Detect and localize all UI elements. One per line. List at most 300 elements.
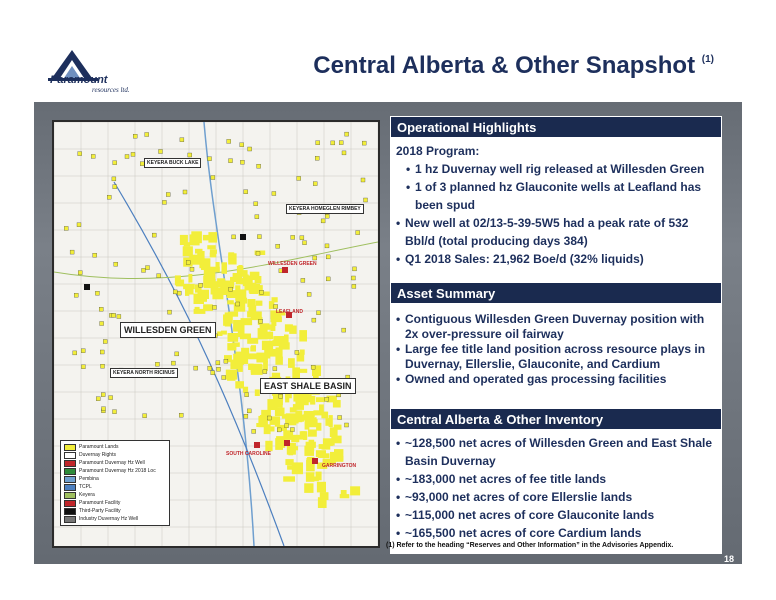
land-parcel bbox=[304, 483, 313, 493]
map-label-willesden-green-town: WILLESDEN GREEN bbox=[268, 261, 317, 267]
land-parcel bbox=[78, 152, 82, 156]
facility-marker bbox=[84, 284, 90, 290]
land-parcel bbox=[233, 273, 238, 282]
bullet-marker: • bbox=[396, 252, 401, 266]
land-parcel bbox=[245, 393, 249, 397]
bullet-marker: • bbox=[396, 342, 401, 356]
land-parcel bbox=[285, 424, 289, 428]
land-parcel bbox=[319, 444, 329, 449]
land-parcel bbox=[267, 416, 271, 420]
bullet-marker: • bbox=[396, 526, 401, 540]
land-parcel bbox=[173, 290, 177, 294]
land-parcel bbox=[210, 253, 217, 258]
page-number: 18 bbox=[724, 554, 735, 564]
legend-item bbox=[64, 483, 166, 491]
land-parcel bbox=[251, 314, 259, 320]
land-parcel bbox=[257, 235, 261, 239]
land-parcel bbox=[227, 300, 234, 304]
list-item-text: ~183,000 net acres of fee title lands bbox=[405, 472, 607, 486]
land-parcel bbox=[103, 340, 107, 344]
list-item bbox=[396, 524, 716, 542]
list-item-text: ~165,500 net acres of core Cardium lands bbox=[405, 526, 642, 540]
land-parcel bbox=[248, 353, 259, 359]
title-footnote-marker: (1) bbox=[701, 54, 714, 65]
land-parcel bbox=[78, 271, 82, 275]
land-parcel bbox=[295, 411, 302, 423]
land-parcel bbox=[279, 394, 283, 398]
land-parcel bbox=[112, 177, 116, 181]
facility-marker bbox=[240, 234, 246, 240]
land-parcel bbox=[318, 497, 327, 508]
land-parcel bbox=[171, 361, 175, 365]
list-item-text: 1 hz Duvernay well rig released at Willesden Green bbox=[415, 162, 705, 176]
land-parcel bbox=[238, 325, 245, 337]
land-parcel bbox=[241, 348, 249, 359]
land-parcel bbox=[309, 440, 315, 452]
legend-swatch bbox=[64, 476, 76, 483]
legend-swatch bbox=[64, 516, 76, 523]
info-panel bbox=[390, 116, 722, 554]
land-parcel bbox=[240, 160, 244, 164]
asset-summary-body bbox=[390, 304, 722, 408]
land-parcel bbox=[306, 472, 315, 482]
land-parcel bbox=[211, 286, 218, 294]
land-parcel bbox=[345, 132, 349, 136]
operational-highlights-heading: Operational Highlights bbox=[390, 116, 722, 138]
legend-swatch bbox=[64, 460, 76, 467]
list-item bbox=[396, 506, 716, 524]
legend-swatch bbox=[64, 452, 76, 459]
legend-label: Keyera bbox=[79, 492, 95, 498]
land-parcel bbox=[275, 418, 280, 427]
land-parcel bbox=[262, 341, 273, 350]
land-parcel bbox=[244, 190, 248, 194]
land-parcel bbox=[207, 245, 215, 249]
land-parcel bbox=[235, 381, 244, 388]
land-parcel bbox=[252, 429, 256, 433]
land-parcel bbox=[298, 369, 308, 373]
legend-item bbox=[64, 475, 166, 483]
inventory-body bbox=[390, 430, 722, 554]
land-parcel bbox=[222, 262, 228, 274]
bullet-marker: • bbox=[396, 436, 401, 450]
land-parcel bbox=[303, 414, 314, 421]
land-parcel bbox=[175, 352, 179, 356]
land-parcel bbox=[297, 176, 301, 180]
land-parcel bbox=[272, 192, 276, 196]
land-parcel bbox=[227, 139, 231, 143]
legend-label: Paramount Facility bbox=[79, 500, 121, 506]
land-parcel bbox=[329, 415, 333, 427]
legend-item bbox=[64, 459, 166, 467]
land-parcel bbox=[331, 141, 335, 145]
land-parcel bbox=[113, 161, 117, 165]
land-parcel bbox=[352, 284, 356, 288]
land-parcel bbox=[311, 365, 315, 369]
land-parcel bbox=[361, 178, 365, 182]
bullet-marker: • bbox=[396, 312, 401, 326]
list-item bbox=[396, 488, 716, 506]
map-label-east-shale-basin: EAST SHALE BASIN bbox=[260, 378, 356, 394]
land-parcel bbox=[303, 397, 309, 406]
land-parcel bbox=[284, 335, 289, 345]
legend-swatch bbox=[64, 444, 76, 451]
legend-item bbox=[64, 515, 166, 523]
land-parcel bbox=[73, 351, 77, 355]
land-parcel bbox=[330, 427, 338, 437]
land-parcel bbox=[211, 176, 215, 180]
land-parcel bbox=[143, 414, 147, 418]
bullet-marker: • bbox=[396, 372, 401, 386]
land-parcel bbox=[179, 413, 183, 417]
logo-subtitle: resources ltd. bbox=[92, 86, 130, 94]
land-parcel bbox=[350, 486, 360, 495]
land-parcel bbox=[180, 138, 184, 142]
land-parcel bbox=[152, 233, 156, 237]
land-parcel bbox=[325, 397, 329, 401]
land-parcel bbox=[100, 350, 104, 354]
land-parcel bbox=[342, 328, 346, 332]
land-parcel bbox=[267, 332, 273, 340]
page-title bbox=[154, 52, 714, 80]
land-parcel bbox=[77, 223, 81, 227]
land-parcel bbox=[100, 322, 104, 326]
land-parcel bbox=[107, 195, 111, 199]
land-parcel bbox=[299, 330, 307, 341]
land-parcel bbox=[339, 141, 343, 145]
legend-swatch bbox=[64, 492, 76, 499]
land-parcel bbox=[236, 302, 240, 306]
land-parcel bbox=[356, 231, 360, 235]
land-parcel bbox=[342, 151, 346, 155]
land-parcel bbox=[197, 251, 204, 262]
land-parcel bbox=[186, 260, 190, 264]
land-parcel bbox=[224, 359, 228, 363]
land-parcel bbox=[301, 278, 305, 282]
bullet-marker: • bbox=[396, 490, 401, 504]
legend-swatch bbox=[64, 500, 76, 507]
land-parcel bbox=[213, 305, 217, 309]
land-parcel bbox=[335, 451, 343, 458]
list-item bbox=[396, 214, 716, 250]
land-parcel bbox=[217, 331, 222, 336]
land-parcel bbox=[237, 271, 242, 281]
land-parcel bbox=[204, 270, 216, 282]
bullet-marker: • bbox=[396, 508, 401, 522]
land-parcel bbox=[194, 366, 198, 370]
land-parcel bbox=[247, 299, 255, 307]
land-parcel bbox=[228, 252, 234, 260]
land-parcel bbox=[95, 291, 99, 295]
map-label-keyera-buck-lake: KEYERA BUCK LAKE bbox=[144, 158, 201, 168]
legend-label: TCPL bbox=[79, 484, 92, 490]
land-parcel bbox=[203, 235, 212, 241]
map-label-willesden-green-area: WILLESDEN GREEN bbox=[120, 322, 216, 338]
land-parcel bbox=[255, 215, 259, 219]
land-parcel bbox=[142, 268, 146, 272]
land-parcel bbox=[315, 156, 319, 160]
logo-name: Paramount bbox=[50, 74, 108, 86]
land-parcel bbox=[176, 280, 184, 287]
land-parcel bbox=[292, 462, 303, 474]
land-parcel bbox=[364, 198, 368, 202]
map-label-leafland: LEAFLAND bbox=[276, 309, 303, 315]
land-parcel bbox=[101, 393, 105, 397]
land-parcel bbox=[345, 423, 349, 427]
land-parcel bbox=[316, 397, 325, 402]
land-parcel bbox=[70, 250, 74, 254]
land-parcel bbox=[247, 409, 251, 413]
facility-marker bbox=[312, 458, 318, 464]
list-item bbox=[396, 470, 716, 488]
land-parcel bbox=[260, 290, 264, 294]
land-parcel bbox=[326, 255, 330, 259]
land-parcel bbox=[238, 265, 242, 271]
list-item bbox=[396, 434, 716, 470]
land-parcel bbox=[256, 301, 263, 306]
land-parcel bbox=[146, 266, 150, 270]
land-parcel bbox=[316, 472, 322, 481]
legend-item bbox=[64, 443, 166, 451]
list-item bbox=[396, 342, 716, 372]
land-parcel bbox=[316, 141, 320, 145]
land-parcel bbox=[193, 238, 201, 242]
land-parcel bbox=[277, 428, 281, 432]
inventory-heading: Central Alberta & Other Inventory bbox=[390, 408, 722, 430]
land-parcel bbox=[259, 319, 263, 323]
land-parcel bbox=[198, 290, 210, 299]
asset-map bbox=[52, 120, 380, 548]
land-parcel bbox=[251, 365, 263, 375]
land-parcel bbox=[244, 283, 256, 291]
legend-label: Paramount Duvernay Hz Well bbox=[79, 460, 145, 466]
program-label: 2018 Program: bbox=[396, 144, 480, 158]
land-parcel bbox=[248, 147, 252, 151]
land-parcel bbox=[308, 430, 317, 437]
asset-summary-heading: Asset Summary bbox=[390, 282, 722, 304]
land-parcel bbox=[295, 350, 299, 354]
list-item-text: Contiguous Willesden Green Duvernay position with 2x over-pressure oil fairway bbox=[405, 312, 705, 341]
land-parcel bbox=[264, 426, 274, 431]
land-parcel bbox=[228, 333, 239, 342]
list-item bbox=[396, 372, 716, 387]
land-parcel bbox=[255, 276, 262, 284]
land-parcel bbox=[244, 414, 248, 418]
land-parcel bbox=[223, 316, 230, 326]
land-parcel bbox=[195, 307, 200, 312]
land-parcel bbox=[256, 252, 260, 256]
land-parcel bbox=[203, 304, 213, 311]
land-parcel bbox=[112, 313, 116, 317]
map-label-keyera-homeglen: KEYERA HOMEGLEN RIMBEY bbox=[286, 204, 364, 214]
land-parcel bbox=[263, 323, 270, 328]
land-parcel bbox=[131, 152, 135, 156]
land-parcel bbox=[275, 438, 283, 450]
land-parcel bbox=[109, 396, 113, 400]
slide-header bbox=[34, 36, 742, 102]
land-parcel bbox=[226, 370, 237, 380]
land-parcel bbox=[257, 164, 261, 168]
land-parcel bbox=[101, 364, 105, 368]
list-item bbox=[396, 160, 716, 178]
land-parcel bbox=[180, 235, 188, 245]
land-parcel bbox=[290, 428, 294, 432]
legend-item bbox=[64, 499, 166, 507]
legend-swatch bbox=[64, 508, 76, 515]
land-parcel bbox=[114, 262, 118, 266]
map-label-garrington: GARRINGTON bbox=[322, 463, 357, 469]
land-parcel bbox=[217, 278, 225, 287]
land-parcel bbox=[293, 446, 299, 450]
land-parcel bbox=[145, 133, 149, 137]
land-parcel bbox=[282, 414, 292, 419]
footnote: (1) Refer to the heading “Reserves and Other Information” in the Advisories Appendix. bbox=[386, 542, 674, 549]
list-item-text: New well at 02/13-5-39-5W5 had a peak rate of 532 Bbl/d (total producing days 384) bbox=[405, 216, 689, 248]
land-parcel bbox=[117, 315, 121, 319]
land-parcel bbox=[317, 482, 326, 493]
legend-item bbox=[64, 491, 166, 499]
land-parcel bbox=[353, 267, 357, 271]
land-parcel bbox=[269, 349, 277, 357]
land-parcel bbox=[271, 317, 282, 323]
map-legend bbox=[60, 440, 170, 526]
land-parcel bbox=[340, 494, 350, 498]
land-parcel bbox=[157, 274, 161, 278]
list-item-text: Owned and operated gas processing facilities bbox=[405, 372, 667, 386]
list-item bbox=[396, 312, 716, 342]
land-parcel bbox=[183, 190, 187, 194]
land-parcel bbox=[247, 338, 258, 344]
operational-highlights-body bbox=[390, 138, 722, 282]
land-parcel bbox=[113, 410, 117, 414]
land-parcel bbox=[288, 358, 295, 368]
legend-item bbox=[64, 467, 166, 475]
land-parcel bbox=[159, 150, 163, 154]
land-parcel bbox=[351, 276, 355, 280]
legend-label: Duvernay Rights bbox=[79, 452, 116, 458]
land-parcel bbox=[272, 297, 278, 302]
land-parcel bbox=[177, 291, 181, 295]
land-parcel bbox=[188, 153, 192, 157]
legend-item bbox=[64, 507, 166, 515]
land-parcel bbox=[113, 185, 117, 189]
land-parcel bbox=[166, 193, 170, 197]
land-parcel bbox=[188, 274, 192, 283]
land-parcel bbox=[283, 476, 295, 481]
legend-swatch bbox=[64, 484, 76, 491]
land-parcel bbox=[162, 200, 166, 204]
land-parcel bbox=[81, 365, 85, 369]
land-parcel bbox=[362, 141, 366, 145]
land-parcel bbox=[254, 202, 258, 206]
land-parcel bbox=[276, 244, 280, 248]
land-parcel bbox=[216, 262, 220, 272]
map-label-south-caroline: SOUTH CAROLINE bbox=[226, 451, 271, 457]
land-parcel bbox=[216, 361, 220, 365]
land-parcel bbox=[125, 155, 129, 159]
facility-marker bbox=[284, 440, 290, 446]
bullet-marker: • bbox=[406, 162, 411, 176]
land-parcel bbox=[222, 376, 226, 380]
land-parcel bbox=[325, 244, 329, 248]
list-item-text: ~93,000 net acres of core Ellerslie lands bbox=[405, 490, 633, 504]
land-parcel bbox=[91, 154, 95, 158]
bullet-marker: • bbox=[396, 472, 401, 486]
list-item-text: Q1 2018 Sales: 21,962 Boe/d (32% liquids) bbox=[405, 252, 644, 266]
land-parcel bbox=[251, 345, 256, 351]
land-parcel bbox=[168, 310, 172, 314]
land-parcel bbox=[271, 325, 276, 332]
list-item-text: ~115,000 net acres of core Glauconite lands bbox=[405, 508, 655, 522]
land-parcel bbox=[319, 404, 324, 412]
land-parcel bbox=[274, 397, 283, 408]
land-parcel bbox=[307, 292, 311, 296]
land-parcel bbox=[243, 387, 248, 393]
land-parcel bbox=[74, 293, 78, 297]
land-parcel bbox=[275, 357, 283, 365]
land-parcel bbox=[64, 226, 68, 230]
land-parcel bbox=[303, 241, 307, 245]
bullet-marker: • bbox=[396, 216, 401, 230]
land-parcel bbox=[208, 366, 212, 370]
land-parcel bbox=[232, 235, 236, 239]
land-parcel bbox=[155, 362, 159, 366]
page-title-text: Central Alberta & Other Snapshot bbox=[313, 52, 696, 79]
land-parcel bbox=[313, 182, 317, 186]
land-parcel bbox=[211, 371, 215, 375]
legend-item bbox=[64, 451, 166, 459]
land-parcel bbox=[185, 288, 189, 296]
legend-label: Paramount Lands bbox=[79, 444, 119, 450]
land-parcel bbox=[312, 318, 316, 322]
land-parcel bbox=[183, 284, 195, 289]
land-parcel bbox=[256, 423, 267, 427]
land-parcel bbox=[291, 435, 299, 442]
land-parcel bbox=[303, 434, 307, 440]
land-parcel bbox=[99, 307, 103, 311]
list-item bbox=[396, 178, 716, 214]
land-parcel bbox=[96, 397, 100, 401]
legend-label: Pembina bbox=[79, 476, 99, 482]
land-parcel bbox=[317, 311, 321, 315]
land-parcel bbox=[325, 214, 329, 218]
legend-swatch bbox=[64, 468, 76, 475]
land-parcel bbox=[199, 283, 203, 287]
list-item bbox=[396, 250, 716, 268]
list-item-text: ~128,500 net acres of Willesden Green and East Shale Basin Duvernay bbox=[405, 436, 713, 468]
land-parcel bbox=[300, 236, 304, 240]
land-parcel bbox=[190, 267, 194, 271]
land-parcel bbox=[321, 412, 328, 419]
map-label-keyera-north-ricinus: KEYERA NORTH RICINUS bbox=[110, 368, 178, 378]
land-parcel bbox=[310, 396, 315, 405]
facility-marker bbox=[254, 442, 260, 448]
land-parcel bbox=[239, 299, 244, 308]
legend-label: Industry Duvernay Hz Well bbox=[79, 516, 139, 522]
slide bbox=[34, 36, 742, 564]
land-parcel bbox=[272, 340, 279, 346]
land-parcel bbox=[318, 453, 330, 458]
land-parcel bbox=[326, 277, 330, 281]
land-parcel bbox=[273, 367, 277, 371]
list-item-text: 1 of 3 planned hz Glauconite wells at Leafland has been spud bbox=[415, 180, 702, 212]
land-parcel bbox=[285, 324, 293, 331]
legend-label: Third-Party Facility bbox=[79, 508, 121, 514]
list-item-text: Large fee title land position across resource plays in Duvernay, Ellerslie, Glauconite, and Cardium bbox=[405, 342, 706, 371]
land-parcel bbox=[229, 287, 233, 291]
land-parcel bbox=[229, 159, 233, 163]
land-parcel bbox=[183, 246, 193, 256]
